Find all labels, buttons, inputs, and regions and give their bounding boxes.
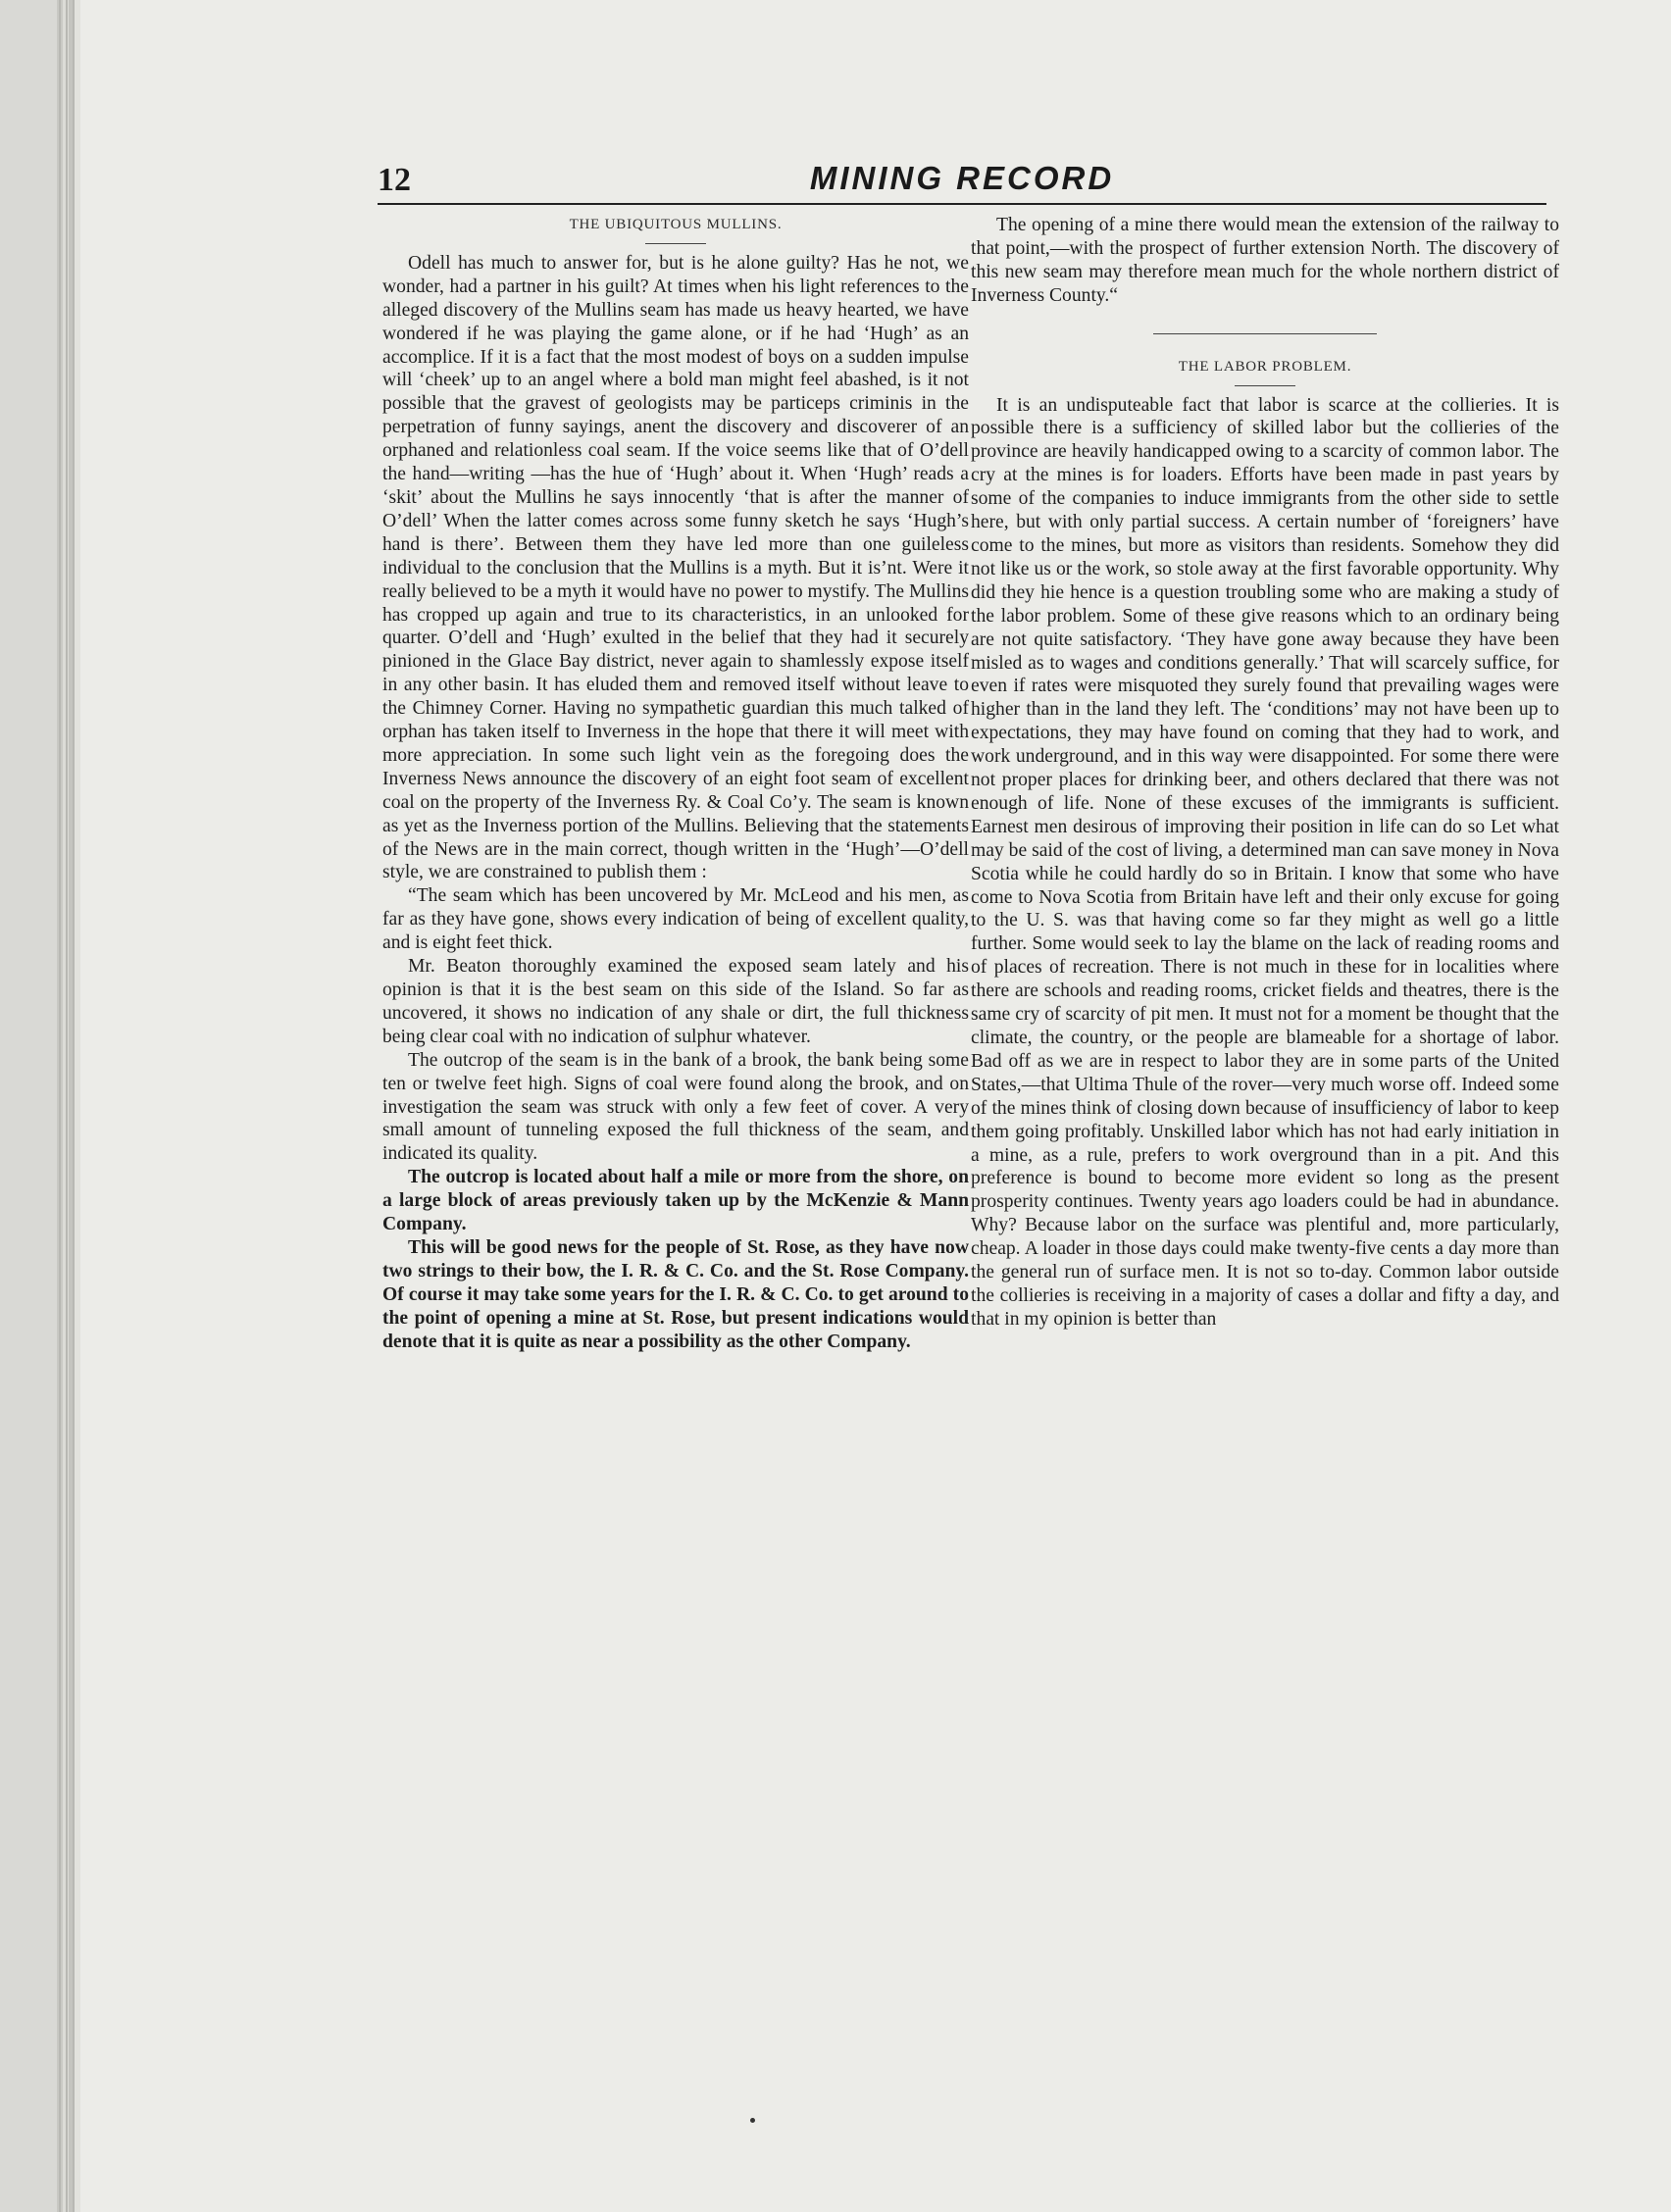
- page-header: [378, 160, 1546, 205]
- right-column: [971, 214, 1559, 1332]
- section-divider: [1153, 333, 1377, 334]
- heading-rule: [1235, 385, 1295, 386]
- heading-rule: [645, 243, 706, 244]
- article-heading-mullins: THE UBIQUITOUS MULLINS.: [569, 217, 783, 232]
- article-heading-labor: THE LABOR PROBLEM.: [1178, 358, 1352, 375]
- article-paragraph: The outcrop is located about half a mile or more from the shore, on a large block of areas previously taken up by the McKenzie & Mann Company.: [382, 1167, 969, 1235]
- left-column: [382, 214, 969, 1354]
- page-stack-edge: [66, 0, 68, 2212]
- article-paragraph: Mr. Beaton thoroughly examined the exposed seam lately and his opinion is that it is the best seam on this side of the Island. So far as uncovered, it shows no indication of any shale or dirt, the full thickness being clear coal with no indication of sulphur whatever.: [382, 956, 969, 1047]
- page-stack-edge: [73, 0, 75, 2212]
- print-speck: [750, 2118, 755, 2123]
- running-title: MINING RECORD: [809, 160, 1115, 196]
- article-paragraph: “The seam which has been uncovered by Mr. McLeod and his men, as far as they have gone, shows every indication of being of excellent quality, and is eight feet thick.: [382, 885, 969, 954]
- article-paragraph: Odell has much to answer for, but is he alone guilty? Has he not, we wonder, had a partner in his guilt? At times when his light references to the alleged discovery of the Mullins seam has made us heavy hearted, we have wondered if he was playing the game alone, or if he had ‘Hugh’ as an accomplice. If it is a fact that the most modest of boys on a sudden impulse will ‘cheek’ up to an angel where a bold man might feel abashed, is it not possible that the gravest of geologists may be particeps criminis in the perpetration of funny sayings, anent the discovery and discoverer of an orphaned and relationless coal seam. If the voice seems like that of O’dell the hand—writing —has the hue of ‘Hugh’ about it. When ‘Hugh’ reads a ‘skit’ about the Mullins he says innocently ‘that is after the manner of O’dell’ When the latter comes across some funny sketch he says ‘Hugh’s hand is there’. Between them they have led more than one guileless individual to the conclusion that the Mullins is a myth. But it is’nt. Were it really believed to be a myth it would have no power to mystify. The Mullins has cropped up again and true to its characteristics, in an unlooked for quarter. O’dell and ‘Hugh’ exulted in the belief that they had it securely pinioned in the Glace Bay district, never again to shamlessly expose itself in any other basin. It has eluded them and removed itself without leave to the Chimney Corner. Having no sympathetic guardian this much talked of orphan has taken itself to Inverness in the hope that there it will meet with more appreciation. In some such light vein as the foregoing does the Inverness News announce the discovery of an eight foot seam of excellent coal on the property of the Inverness Ry. & Coal Co’y. The seam is known as yet as the Inverness portion of the Mullins. Believing that the statements of the News are in the main correct, though written in the ‘Hugh’—O’dell style, we are constrained to publish them :: [382, 252, 969, 883]
- article-paragraph: It is an undisputeable fact that labor is scarce at the collieries. It is possible there is a sufficiency of skilled labor but the collieries of the province are heavily handicapped owing to a scarcity of common labor. The cry at the mines is for loaders. Efforts have been made in past years by some of the companies to induce immigrants from the other side to settle here, but with only partial success. A certain number of ‘foreigners’ have come to the mines, but more as visitors than residents. Somehow they did not like us or the work, so stole away at the first favorable opportunity. Why did they hie hence is a question troubling some who are making a study of the labor problem. Some of these give reasons which to an ordinary being are not quite satisfactory. ‘They have gone away because they have been misled as to wages and conditions generally.’ That will scarcely suffice, for even if rates were misquoted they surely found that prevailing wages were higher than in the land they left. The ‘conditions’ may not have been up to expectations, they may have found on coming that they had to work, and work underground, and in this way were disappointed. For some there were not proper places for drinking beer, and others declared that there was not enough of life. None of these excuses of the immigrants is sufficient. Earnest men desirous of improving their position in life can do so Let what may be said of the cost of living, a determined man can save money in Nova Scotia while he could hardly do so in Britain. I know that some who have come to Nova Scotia from Britain have left and their only excuse for going to the U. S. was that having come so far they might as well go a little further. Some would seek to lay the blame on the lack of reading rooms and of places of recreation. There is not much in these for in localities where there are schools and reading rooms, cricket fields and theatres, there is the same cry of scarcity of pit men. It must not for a moment be thought that the climate, the country, or the people are blameable for a shortage of labor. Bad off as we are in respect to labor they are in some parts of the United States,—that Ultima Thule of the rover—very much worse off. Indeed some of the mines think of closing down because of insufficiency of labor to keep them going profitably. Unskilled labor which has not had early initiation in a mine, as a rule, prefers to work overground than in a pit. And this preference is bound to become more evident so long as the present prosperity continues. Twenty years ago loaders could be had in abundance. Why? Because labor on the surface was plentiful and, more particularly, cheap. A loader in those days could make twenty-five cents a day more than the general run of surface men. It is not so to-day. Common labor outside the collieries is receiving in a majority of cases a dollar and fifty a day, and that in my opinion is better than: [971, 394, 1559, 1330]
- article-paragraph: The outcrop of the seam is in the bank of a brook, the bank being some ten or twelve feet high. Signs of coal were found along the brook, and on investigation the seam was struck with only a few feet of cover. A very small amount of tunneling exposed the full thickness of the seam, and indicated its quality.: [382, 1049, 969, 1165]
- page-stack-edge: [59, 0, 61, 2212]
- page-number: 12: [378, 162, 411, 198]
- article-continuation: The opening of a mine there would mean the extension of the railway to that point,—with the prospect of further extension North. The discovery of this new seam may therefore mean much for the whole northern district of Inverness County.“: [971, 215, 1559, 306]
- article-paragraph: This will be good news for the people of St. Rose, as they have now two strings to their bow, the I. R. & C. Co. and the St. Rose Company. Of course it may take some years for the I. R. & C. Co. to get around to the point of opening a mine at St. Rose, but present indications would denote that it is quite as near a possibility as the other Company.: [382, 1236, 969, 1352]
